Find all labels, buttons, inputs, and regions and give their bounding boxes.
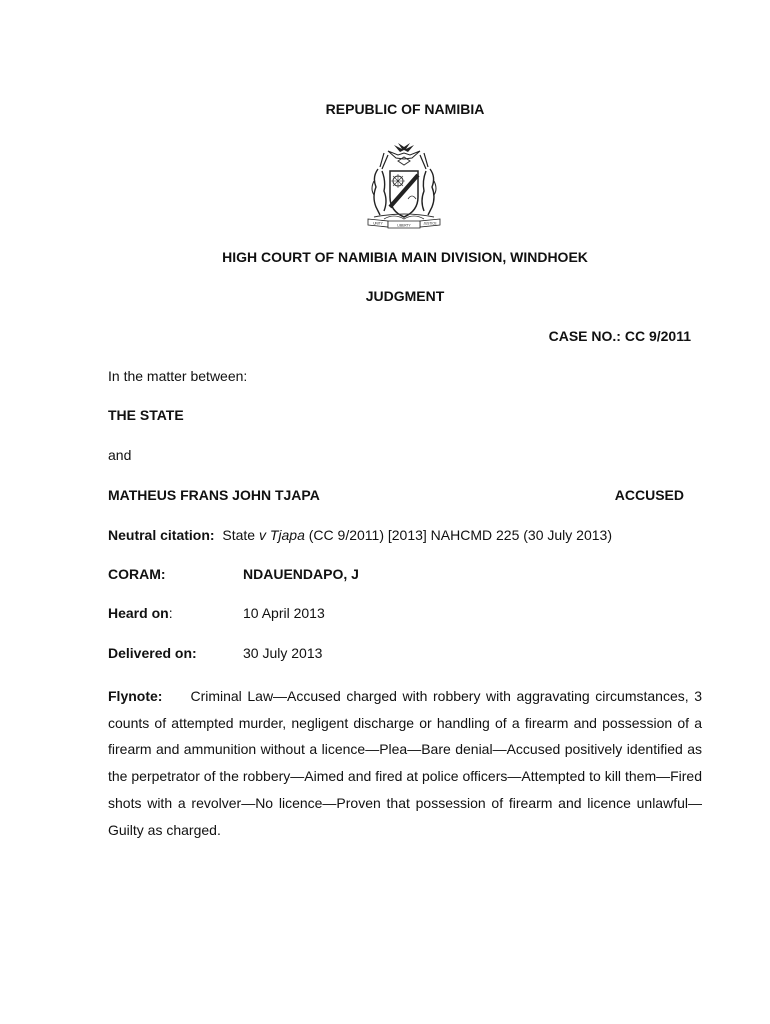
- motto-word: LIBERTY: [397, 223, 411, 228]
- coram-label: CORAM:: [108, 566, 166, 582]
- defendant-name: MATHEUS FRANS JOHN TJAPA: [108, 487, 320, 503]
- court-heading: HIGH COURT OF NAMIBIA MAIN DIVISION, WINDHOEK: [222, 249, 588, 265]
- coat-of-arms-icon: [358, 141, 450, 233]
- flynote-text: Criminal Law—Accused charged with robbery with aggravating circumstances, 3 counts of attempted murder, negligent discharge or handling of a firearm and possession of a firearm and ammunition without a licence—Plea—Bare denial—Accused positively identified as the perpetrator of the robbery—Aimed and fired at police officers—Attempted to kill them—Fired shots with a revolver—No licence—Proven that possession of firearm and licence unlawful—Guilty as charged.: [108, 688, 702, 838]
- country-heading: REPUBLIC OF NAMIBIA: [325, 101, 485, 117]
- citation-text-before: State: [222, 527, 259, 543]
- defendant-role: ACCUSED: [614, 487, 684, 503]
- document-type: JUDGMENT: [365, 288, 445, 304]
- heard-on-value: 10 April 2013: [243, 605, 325, 621]
- delivered-on-label: Delivered on:: [108, 645, 197, 661]
- motto-word: UNITY: [373, 221, 383, 226]
- heard-on-label-text: Heard on: [108, 605, 169, 621]
- citation-text-after: (CC 9/2011) [2013] NAHCMD 225 (30 July 2013): [304, 527, 612, 543]
- neutral-citation: [108, 526, 612, 544]
- coram-value: NDAUENDAPO, J: [243, 566, 359, 582]
- party-conjunction: and: [108, 447, 132, 463]
- flynote-label: Flynote:: [108, 688, 163, 704]
- motto-word: JUSTICE: [423, 221, 437, 226]
- flynote-paragraph: [108, 683, 702, 843]
- heard-on-label: [108, 604, 173, 622]
- plaintiff-name: THE STATE: [108, 407, 184, 423]
- citation-label: Neutral citation:: [108, 527, 215, 543]
- heard-on-colon: :: [168, 605, 173, 621]
- citation-case-name: v Tjapa: [258, 527, 305, 543]
- delivered-on-value: 30 July 2013: [243, 645, 323, 661]
- case-number: CASE NO.: CC 9/2011: [548, 328, 691, 344]
- matter-intro: In the matter between:: [108, 368, 248, 384]
